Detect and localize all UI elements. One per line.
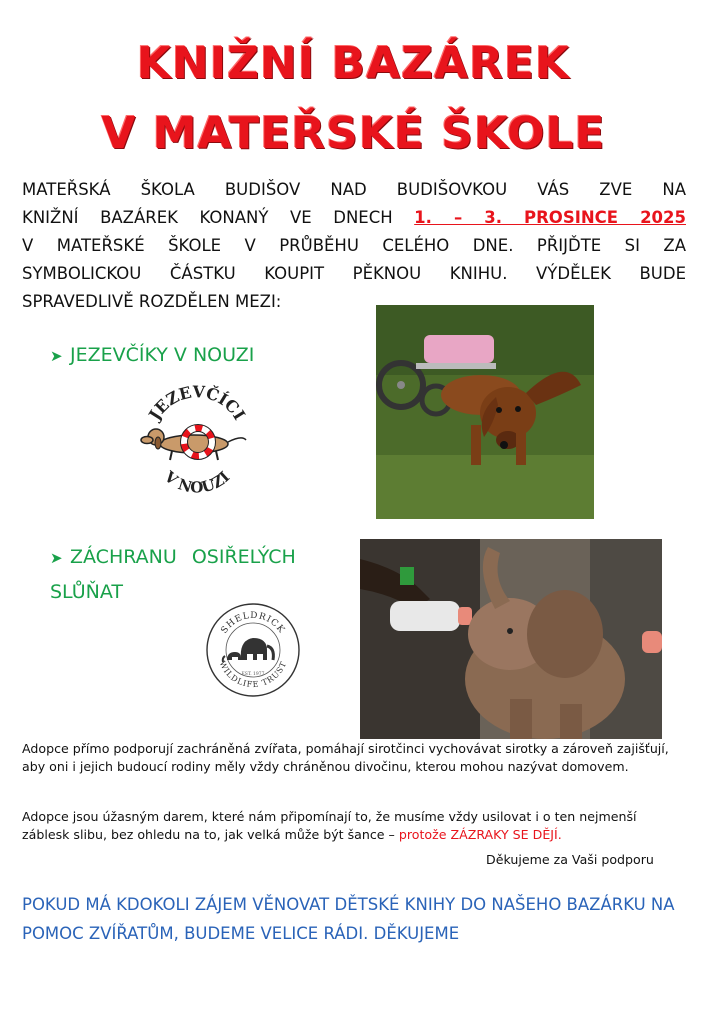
logo-text-top: JEZEVČÍCI [144, 382, 250, 424]
adoption-paragraph-1: Adopce přímo podporují zachráněná zvířata, pomáhají sirotčinci vychovávat sirotky a zároveň zajišťují, aby oni i jejich budoucí rodiny měly vždy chráněnou divočinu, kterou mohou nazývat domovem. [22, 741, 669, 774]
beneficiary-dachshunds [50, 338, 254, 373]
intro-line-4: SYMBOLICKOU ČÁSTKU KOUPIT PĚKNOU KNIHU. VÝDĚLEK BUDE [22, 264, 686, 283]
intro-line-1: MATEŘSKÁ ŠKOLA BUDIŠOV NAD BUDIŠOVKOU VÁS ZVE NA [22, 180, 686, 199]
svg-text:V NOUZI [160, 467, 233, 497]
svg-text:JEZEVČÍCI [144, 382, 249, 425]
sheldrick-logo [205, 602, 301, 698]
logo-text-bottom: WILDLIFE TRUST [217, 659, 289, 690]
logo-est: EST. 1977 [241, 672, 265, 677]
adoption-paragraph-2-text: Adopce jsou úžasným darem, které nám připomínají to, že musíme vždy usilovat i o ten nejmenší záblesk slibu, bez ohledu na to, jak velká může být šance – [22, 809, 637, 842]
intro-line-2 [22, 204, 686, 232]
miracles-text: protože ZÁZRAKY SE DĚJÍ. [398, 827, 562, 842]
intro-line-5: SPRAVEDLIVĚ ROZDĚLEN MEZI: [22, 292, 282, 311]
dachshund-wheelchair-photo [376, 305, 594, 519]
donation-request: POKUD MÁ KDOKOLI ZÁJEM VĚNOVAT DĚTSKÉ KNIHY DO NAŠEHO BAZÁRKU NA POMOC ZVÍŘATŮM, BUDEME VELICE RÁDI. DĚKUJEME [22, 895, 675, 943]
intro-text [22, 176, 686, 316]
logo-text-bottom: V NOUZI [160, 467, 234, 497]
baby-elephant-bottle-photo [360, 539, 662, 739]
beneficiary-label: ZÁCHRANU OSIŘELÝCH SLŮŇAT [50, 546, 296, 603]
beneficiary-label: JEZEVČÍKY V NOUZI [70, 344, 255, 366]
page-title-line1: KNIŽNÍ BAZÁREK [136, 38, 571, 89]
page-title-line2: V MATEŘSKÉ ŠKOLE [101, 108, 606, 159]
beneficiary-elephants [50, 540, 350, 609]
intro-line-2-text: KNIŽNÍ BAZÁREK KONANÝ VE DNECH [22, 208, 393, 227]
adoption-paragraph-2 [22, 808, 686, 844]
intro-line-3: V MATEŘSKÉ ŠKOLE V PRŮBĚHU CELÉHO DNE. PŘIJĎTE SI ZA [22, 236, 686, 255]
arrowhead-icon: ➤ [50, 549, 63, 567]
jezevcici-logo [132, 380, 262, 500]
thanks-text: Děkujeme za Vaši podporu [486, 852, 654, 867]
logo-text-top: SHELDRICK [219, 610, 287, 636]
event-date: 1. – 3. PROSINCE 2025 [414, 208, 686, 227]
arrowhead-icon: ➤ [50, 347, 63, 365]
